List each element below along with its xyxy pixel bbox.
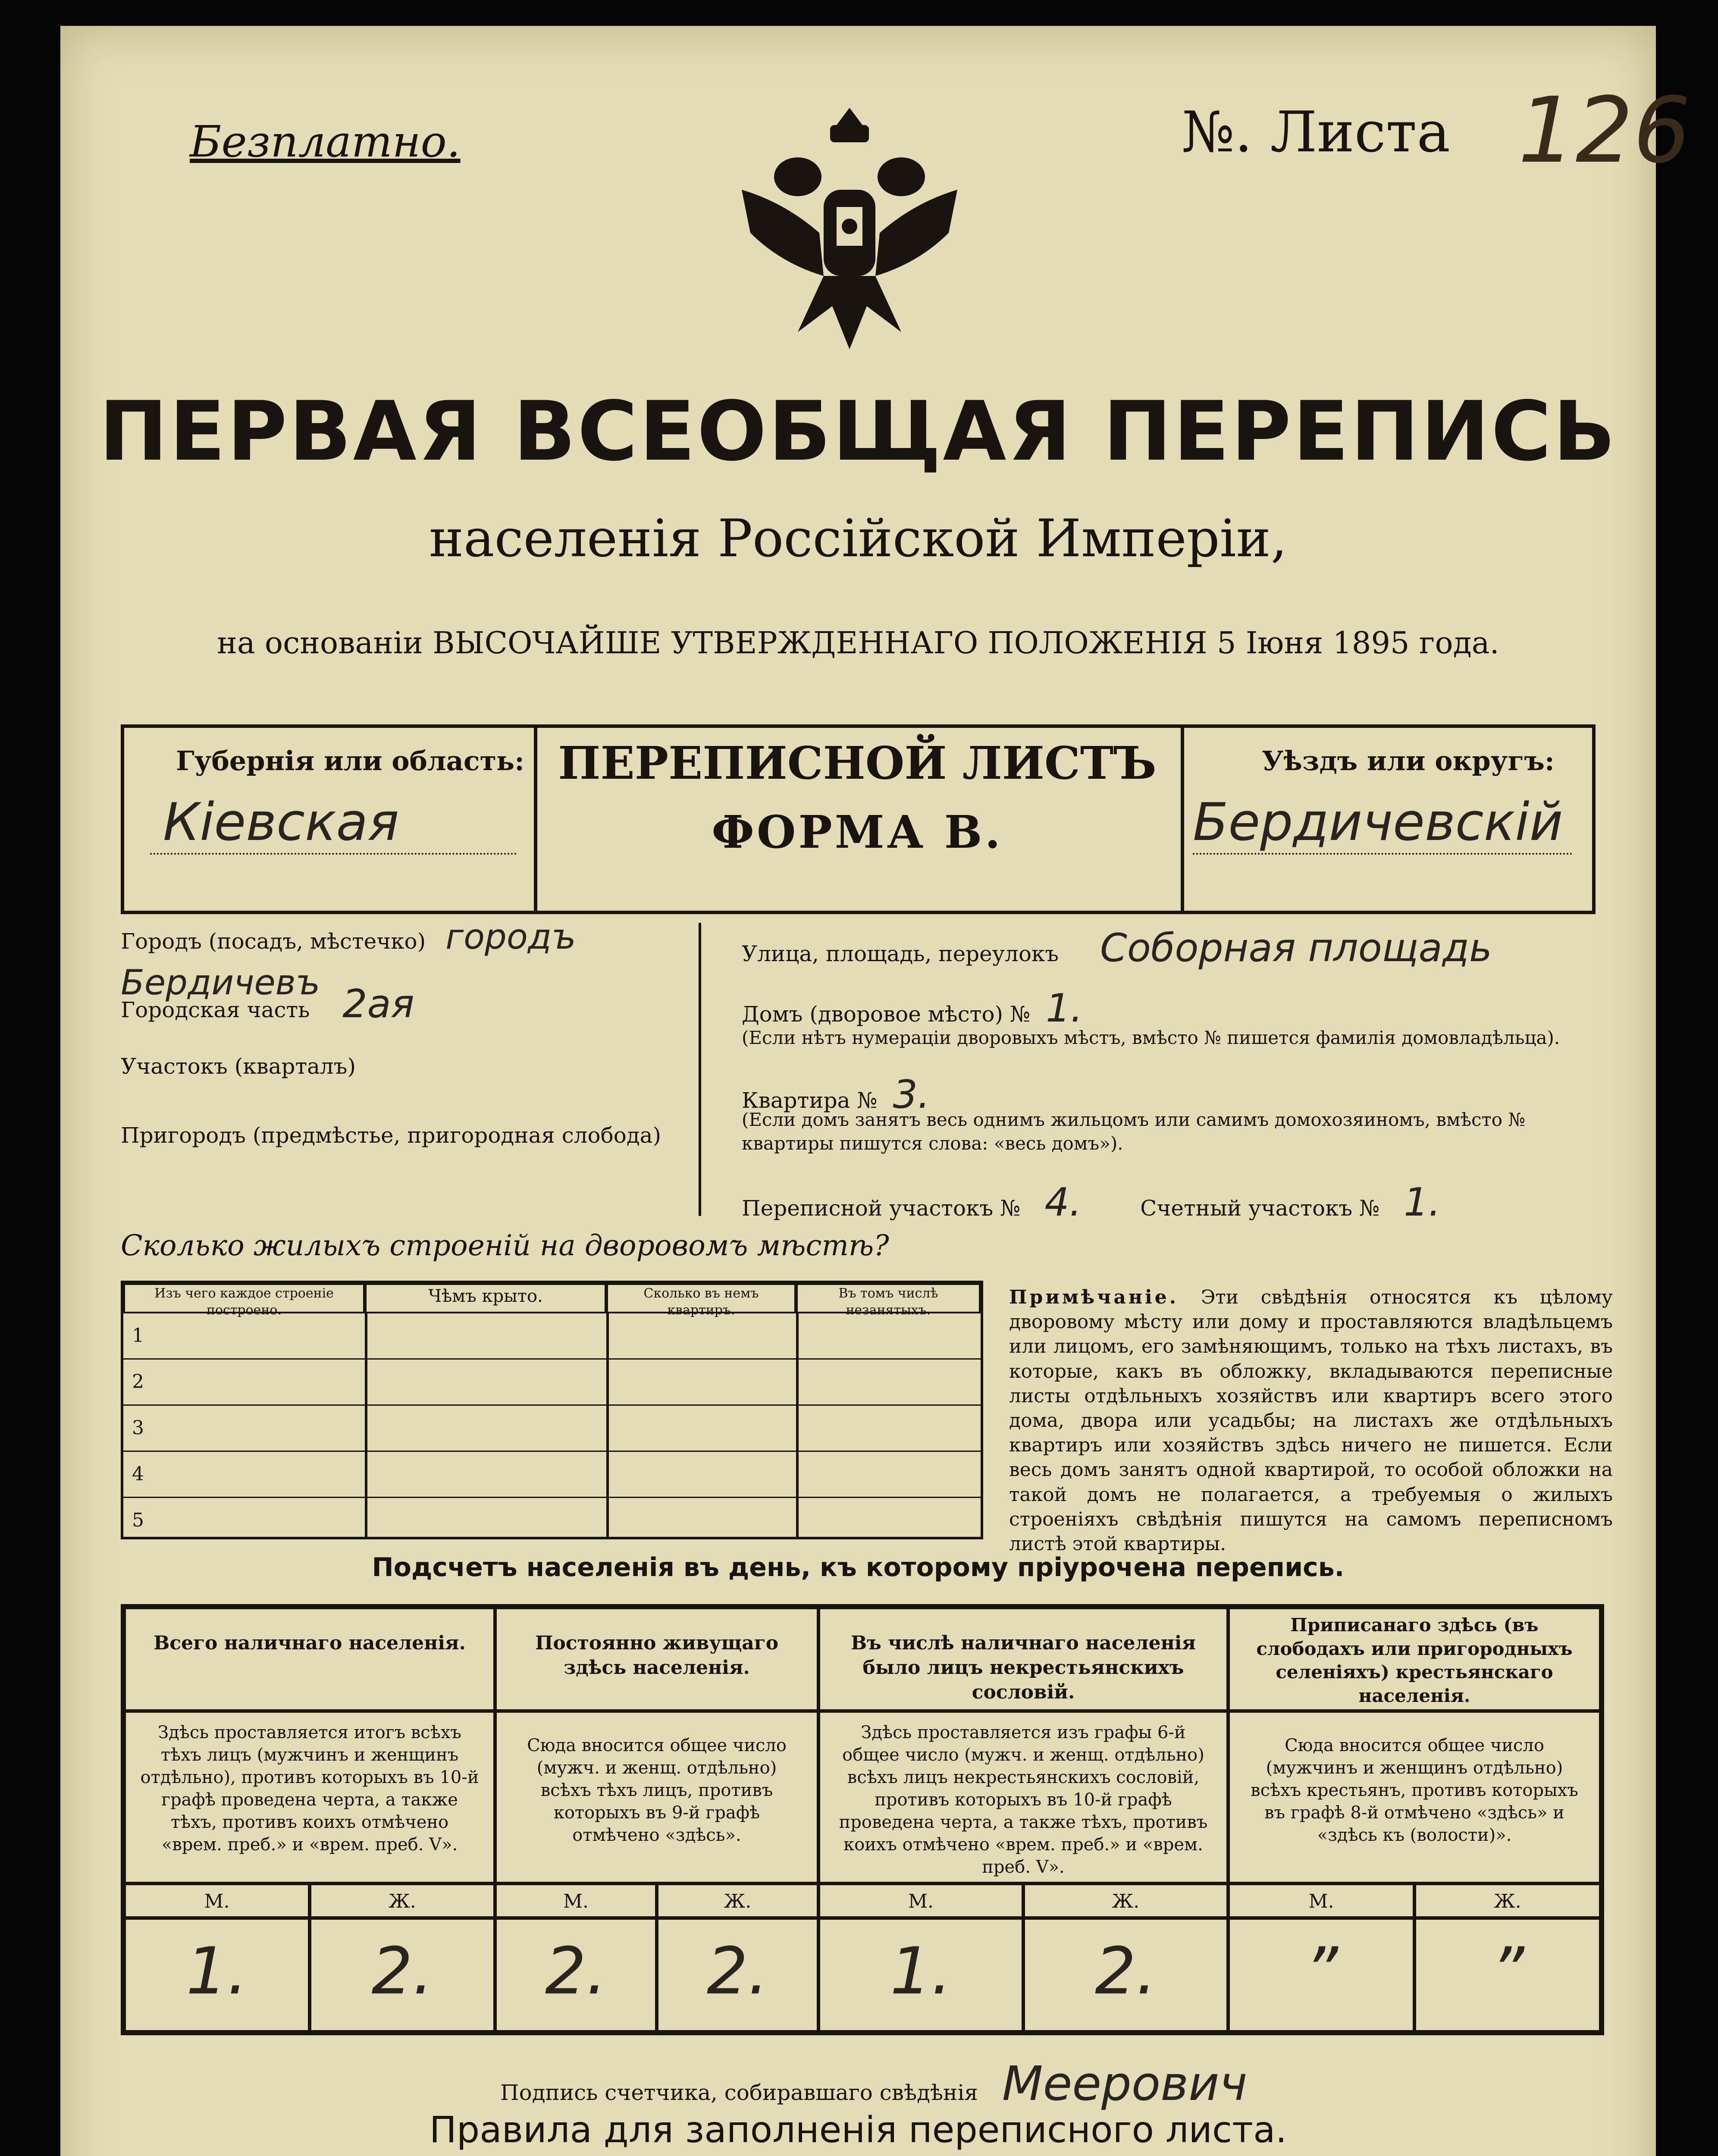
note-text: Эти свѣдѣнія относятся къ цѣлому дворовому мѣсту или дому и проставляются владѣльцемъ или лицомъ, его замѣняющимъ, только на тѣхъ листахъ, въ которые, какъ въ обложку, вкладываются переписные листы отдѣльныхъ хозяйствъ или квартиръ всего этого дома, двора или усадьбы; на листахъ же отдѣльныхъ квартиръ или хозяйствъ здѣсь ничего не пишется. Если весь домъ занятъ одной квартирой, то особой обложки на такой домъ не полагается, а требуемыя о жилыхъ строеніяхъ свѣдѣнія пишутся на самомъ переписномъ листѣ этой квартиры. xyxy=(1009,1286,1613,1555)
tally-value: 2. xyxy=(310,1918,495,2032)
imperial-eagle-icon xyxy=(733,91,966,367)
field-suburb xyxy=(121,1121,690,1150)
signature-value: Меерович xyxy=(1002,2056,1248,2111)
tally-desc-peasant: Сюда вносится общее число (мужчинъ и женщинъ отдѣльно) всѣхъ крестьянъ, противъ которыхъ въ графѣ 8-й отмѣчено «здѣсь» и «здѣсь къ (волости)». xyxy=(1228,1711,1601,1883)
tally-f-label: Ж. xyxy=(310,1883,495,1918)
tally-value: 2. xyxy=(1023,1918,1228,2032)
tally-head-permanent: Постоянно живущаго здѣсь населенія. xyxy=(495,1608,818,1711)
tally-f-label: Ж. xyxy=(1023,1883,1228,1918)
field-quarter-label: Участокъ (кварталъ) xyxy=(121,1054,356,1079)
buildings-header-vacant: Въ томъ числѣ незанятыхъ. xyxy=(796,1283,981,1313)
tally-f-label: Ж. xyxy=(1414,1883,1601,1918)
field-apartment-note: (Если домъ занятъ весь однимъ жильцомъ или самимъ домохозяиномъ, вмѣсто № квартиры пишутся слова: «весь домъ»). xyxy=(742,1109,1526,1154)
uezd-cell xyxy=(1181,728,1596,911)
tally-table xyxy=(121,1604,1604,2035)
field-apartment-label: Квартира № xyxy=(742,1088,878,1113)
note-label: Примѣчаніе. xyxy=(1009,1286,1179,1308)
census-area-value: 4. xyxy=(1044,1180,1082,1225)
note-block xyxy=(1009,1285,1613,1556)
buildings-row: 5 xyxy=(132,1509,144,1531)
field-street-value: Соборная площадь xyxy=(1100,925,1492,971)
field-suburb-label: Пригородъ (предмѣстье, пригородная слобода) xyxy=(121,1123,661,1148)
tally-desc-total: Здѣсь проставляется итогъ всѣхъ тѣхъ лицъ (мужчинъ и женщинъ отдѣльно), противъ которыхъ въ 10-й графѣ проведена черта, а также тѣхъ, противъ коихъ отмѣчено «врем. преб.» и «врем. преб. V». xyxy=(124,1711,495,1883)
buildings-col-divider xyxy=(606,1313,609,1537)
buildings-col-divider xyxy=(796,1313,799,1537)
buildings-rows xyxy=(123,1313,981,1543)
tally-f-label: Ж. xyxy=(657,1883,818,1918)
field-house-note: (Если нѣтъ нумераціи дворовыхъ мѣстъ, вмѣсто № пишется фамилія домовладѣльца). xyxy=(742,1027,1560,1048)
form-box xyxy=(121,724,1596,914)
buildings-table xyxy=(121,1281,983,1539)
field-street-label: Улица, площадь, переулокъ xyxy=(742,941,1059,966)
buildings-row: 4 xyxy=(123,1452,981,1498)
buildings-row: 1 xyxy=(123,1313,981,1360)
buildings-header-roof: Чѣмъ крыто. xyxy=(365,1283,606,1313)
page-subtitle: населенія Россійской Имперіи, xyxy=(429,509,1287,569)
buildings-question: Сколько жилыхъ строеній на дворовомъ мѣстѣ? xyxy=(121,1229,889,1262)
field-district-value: 2ая xyxy=(342,981,414,1027)
buildings-header-material: Изъ чего каждое строеніе построено. xyxy=(123,1283,365,1313)
tally-value: 2. xyxy=(657,1918,818,2032)
tally-desc-nonpeasant: Здѣсь проставляется изъ графы 6-й общее число (мужч. и женщ. отдѣльно) всѣхъ лицъ некрестьянскихъ сословій, противъ которыхъ въ 10-й графѣ проведена черта, а также тѣхъ, противъ коихъ отмѣчено «врем. преб.» и «врем. преб. V». xyxy=(818,1711,1228,1883)
tally-title: Подсчетъ населенія въ день, къ которому пріурочена перепись. xyxy=(372,1552,1345,1583)
count-area-label: Счетный участокъ № xyxy=(1140,1196,1380,1221)
tally-head-peasant: Приписанаго здѣсь (въ слободахъ или пригородныхъ селеніяхъ) крестьянскаго населенія. xyxy=(1228,1608,1601,1711)
tally-m-label: М. xyxy=(1228,1883,1414,1918)
field-city-value: городъ Бердичевъ xyxy=(121,917,576,1003)
sheet-number-label: №. Листа xyxy=(1182,99,1451,165)
uezd-line xyxy=(1193,853,1572,855)
form-center-form: ФОРМА В. xyxy=(712,805,1003,859)
free-label: Безплатно. xyxy=(190,116,461,167)
field-quarter xyxy=(121,1052,690,1081)
field-apartment-value: 3. xyxy=(893,1072,930,1117)
tally-value: ” xyxy=(1414,1918,1601,2032)
field-house-value: 1. xyxy=(1046,986,1083,1031)
tally-value: 1. xyxy=(124,1918,310,2032)
census-sheet xyxy=(60,26,1691,2156)
buildings-row: 3 xyxy=(123,1406,981,1452)
signature-label: Подпись счетчика, собиравшаго свѣдѣнія xyxy=(500,2080,978,2105)
tally-head-nonpeasant: Въ числѣ наличнаго населенія было лицъ некрестьянскихъ сословій. xyxy=(818,1608,1228,1711)
tally-desc-permanent: Сюда вносится общее число (мужч. и женщ. отдѣльно) всѣхъ тѣхъ лицъ, противъ которыхъ въ 9-й графѣ отмѣчено «здѣсь». xyxy=(495,1711,818,1883)
page-title: ПЕРВАЯ ВСЕОБЩАЯ ПЕРЕПИСЬ xyxy=(99,384,1618,479)
legal-basis: на основаніи ВЫСОЧАЙШЕ УТВЕРЖДЕННАГО ПОЛОЖЕНІЯ 5 Іюня 1895 года. xyxy=(217,625,1499,661)
tally-m-label: М. xyxy=(124,1883,310,1918)
form-center-title: ПЕРЕПИСНОЙ ЛИСТЪ xyxy=(558,736,1157,790)
tally-head-total: Всего наличнаго населенія. xyxy=(124,1608,495,1711)
rules-title: Правила для заполненія переписного листа. xyxy=(429,2109,1287,2151)
buildings-header-apartments: Сколько въ немъ квартиръ. xyxy=(606,1283,796,1313)
field-census-areas xyxy=(742,1177,1604,1228)
field-district-label: Городская часть xyxy=(121,997,310,1022)
guberniya-label: Губернія или область: xyxy=(176,745,524,777)
field-street xyxy=(742,923,1604,974)
tally-m-label: М. xyxy=(818,1883,1023,1918)
field-house-label: Домъ (дворовое мѣсто) № xyxy=(742,1002,1031,1027)
field-city-label: Городъ (посадъ, мѣстечко) xyxy=(121,929,426,954)
guberniya-line xyxy=(150,853,517,855)
sheet-number-handwritten: 126 xyxy=(1518,78,1691,183)
fields-divider xyxy=(699,923,701,1216)
tally-value: ” xyxy=(1228,1918,1414,2032)
buildings-row: 2 xyxy=(123,1360,981,1406)
count-area-value: 1. xyxy=(1404,1180,1441,1225)
tally-value: 2. xyxy=(495,1918,657,2032)
uezd-value: Бердичевскій xyxy=(1193,793,1563,852)
guberniya-cell xyxy=(124,728,537,911)
signature-block xyxy=(500,2053,1535,2115)
buildings-col-divider xyxy=(365,1313,367,1537)
field-district xyxy=(121,979,690,1030)
guberniya-value: Кіевская xyxy=(163,793,399,852)
tally-m-label: М. xyxy=(495,1883,657,1918)
uezd-label: Уѣздъ или округъ: xyxy=(1262,745,1555,777)
census-area-label: Переписной участокъ № xyxy=(742,1196,1021,1221)
tally-value: 1. xyxy=(818,1918,1023,2032)
